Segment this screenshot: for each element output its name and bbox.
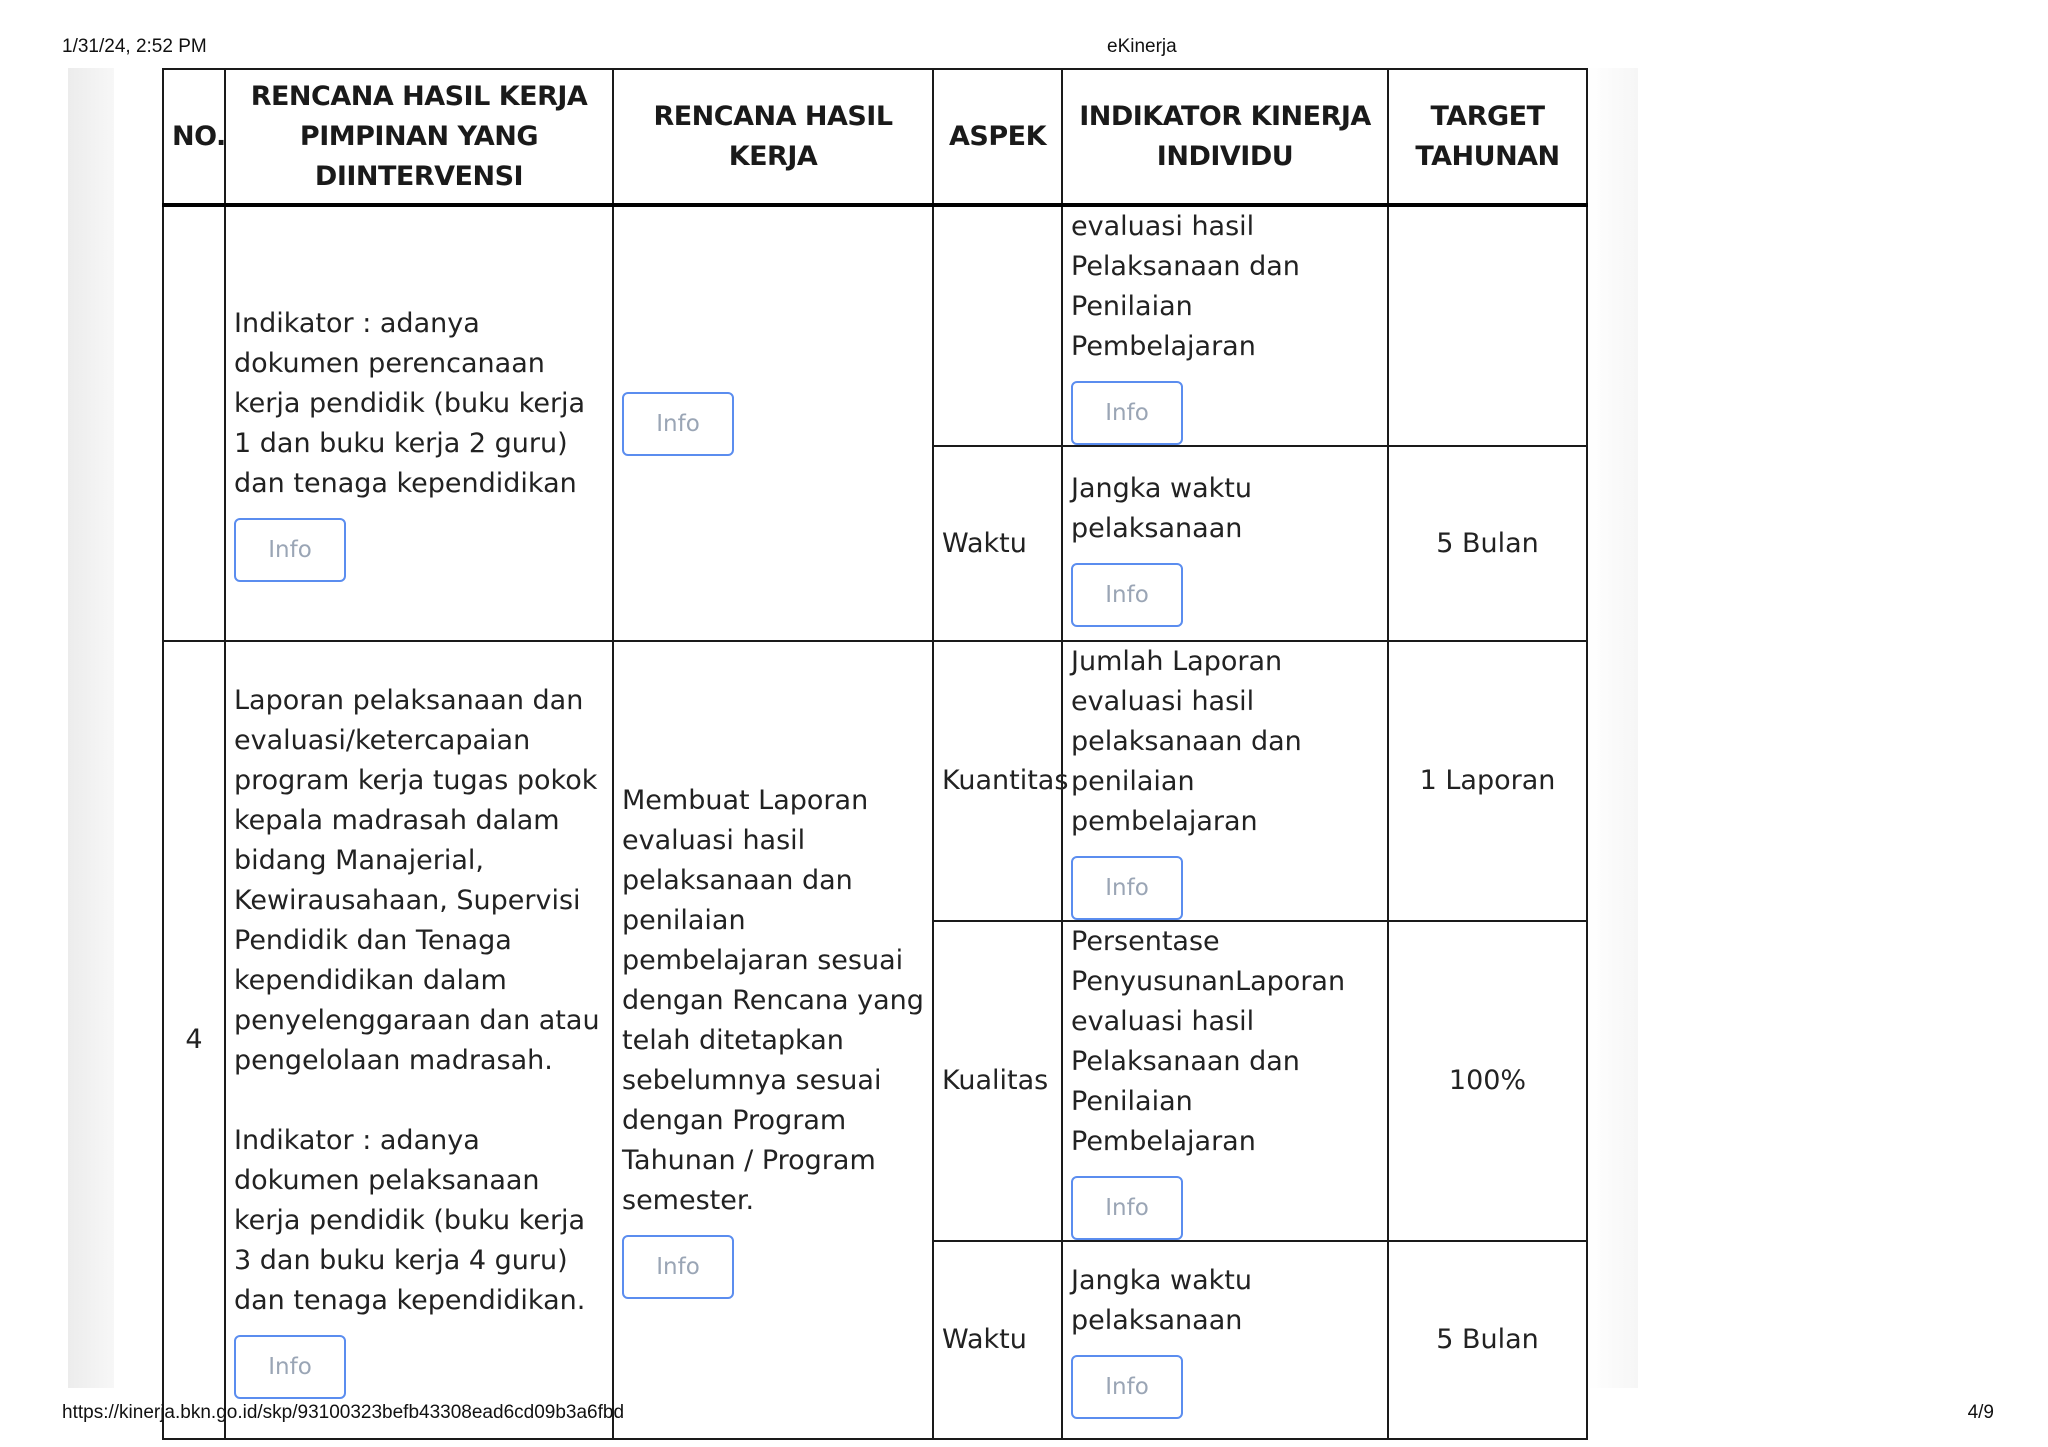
continued-aspek-cell — [933, 205, 1062, 446]
table-row — [163, 205, 1587, 446]
print-datetime: 1/31/24, 2:52 PM — [62, 36, 207, 57]
indikator-cell — [1062, 446, 1388, 641]
header-indikator: INDIKATOR KINERJA INDIVIDU — [1062, 69, 1388, 205]
continued-rhk-pimpinan-cell — [225, 205, 613, 641]
aspek-cell: Waktu — [933, 1241, 1062, 1439]
rhk-pimpinan-text: Laporan pelaksanaan dan evaluasi/ketercapaian program kerja tugas pokok kepala madrasah dalam bidang Manajerial, Kewirausahaan, Supervisi Pendidik dan Tenaga kependidikan dalam penyelenggaraan dan atau pengelolaan madrasah. Indikator : adanya dokumen pelaksanaan kerja pendidik (buku kerja 3 dan buku kerja 4 guru) dan tenaga kependidikan. — [234, 685, 600, 1316]
target-cell: 1 Laporan — [1388, 641, 1587, 921]
rhk-pimpinan-cell — [225, 641, 613, 1439]
info-button[interactable]: Info — [1071, 381, 1183, 445]
print-page-number: 4/9 — [1967, 1402, 1994, 1423]
skp-table — [162, 68, 1588, 1440]
indikator-text: Jangka waktu pelaksanaan — [1071, 1265, 1253, 1336]
continued-indikator-cell — [1062, 205, 1388, 446]
indikator-text: Jangka waktu pelaksanaan — [1071, 472, 1253, 544]
target-cell: 5 Bulan — [1388, 446, 1587, 641]
continued-no-cell — [163, 205, 225, 641]
left-page-shadow — [68, 68, 114, 1388]
info-button[interactable]: Info — [1071, 563, 1183, 627]
info-button[interactable]: Info — [234, 518, 346, 582]
continued-rhk-pimpinan-text: Indikator : adanya dokumen perencanaan kerja pendidik (buku kerja 1 dan buku kerja 2 guru) dan tenaga kependidikan — [234, 307, 586, 499]
table-header-row — [163, 69, 1587, 205]
rhk-text: Membuat Laporan evaluasi hasil pelaksanaan dan penilaian pembelajaran sesuai dengan Rencana yang telah ditetapkan sebelumnya sesuai dengan Program Tahunan / Program semester. — [622, 785, 924, 1216]
info-button[interactable]: Info — [1071, 1355, 1183, 1419]
indikator-text: Persentase PenyusunanLaporan evaluasi hasil Pelaksanaan dan Penilaian Pembelajaran — [1071, 926, 1346, 1157]
aspek-cell: Kuantitas — [933, 641, 1062, 921]
info-button[interactable]: Info — [1071, 856, 1183, 920]
header-rhk-pimpinan: RENCANA HASIL KERJA PIMPINAN YANG DIINTERVENSI — [225, 69, 613, 205]
indikator-cell — [1062, 921, 1388, 1241]
header-no: NO. — [163, 69, 225, 205]
indikator-cell — [1062, 1241, 1388, 1439]
info-button[interactable]: Info — [622, 1235, 734, 1299]
header-target: TARGET TAHUNAN — [1388, 69, 1587, 205]
target-cell: 100% — [1388, 921, 1587, 1241]
print-page-title: eKinerja — [1107, 36, 1177, 57]
aspek-cell: Kualitas — [933, 921, 1062, 1241]
continued-rhk-cell — [613, 205, 933, 641]
indikator-text: Jumlah Laporan evaluasi hasil pelaksanaan dan penilaian pembelajaran — [1071, 646, 1302, 837]
continued-target-cell — [1388, 205, 1587, 446]
info-button[interactable]: Info — [622, 392, 734, 456]
print-url: https://kinerja.bkn.go.id/skp/93100323befb43308ead6cd09b3a6fbd — [62, 1402, 625, 1423]
indikator-text: evaluasi hasil Pelaksanaan dan Penilaian Pembelajaran — [1071, 211, 1300, 362]
info-button[interactable]: Info — [234, 1335, 346, 1399]
target-cell: 5 Bulan — [1388, 1241, 1587, 1439]
table-row — [163, 641, 1587, 921]
aspek-cell: Waktu — [933, 446, 1062, 641]
header-rhk: RENCANA HASIL KERJA — [613, 69, 933, 205]
info-button[interactable]: Info — [1071, 1176, 1183, 1240]
indikator-cell — [1062, 641, 1388, 921]
item-no-cell: 4 — [163, 641, 225, 1439]
rhk-cell — [613, 641, 933, 1439]
header-aspek: ASPEK — [933, 69, 1062, 205]
right-page-shadow — [1588, 68, 1638, 1388]
